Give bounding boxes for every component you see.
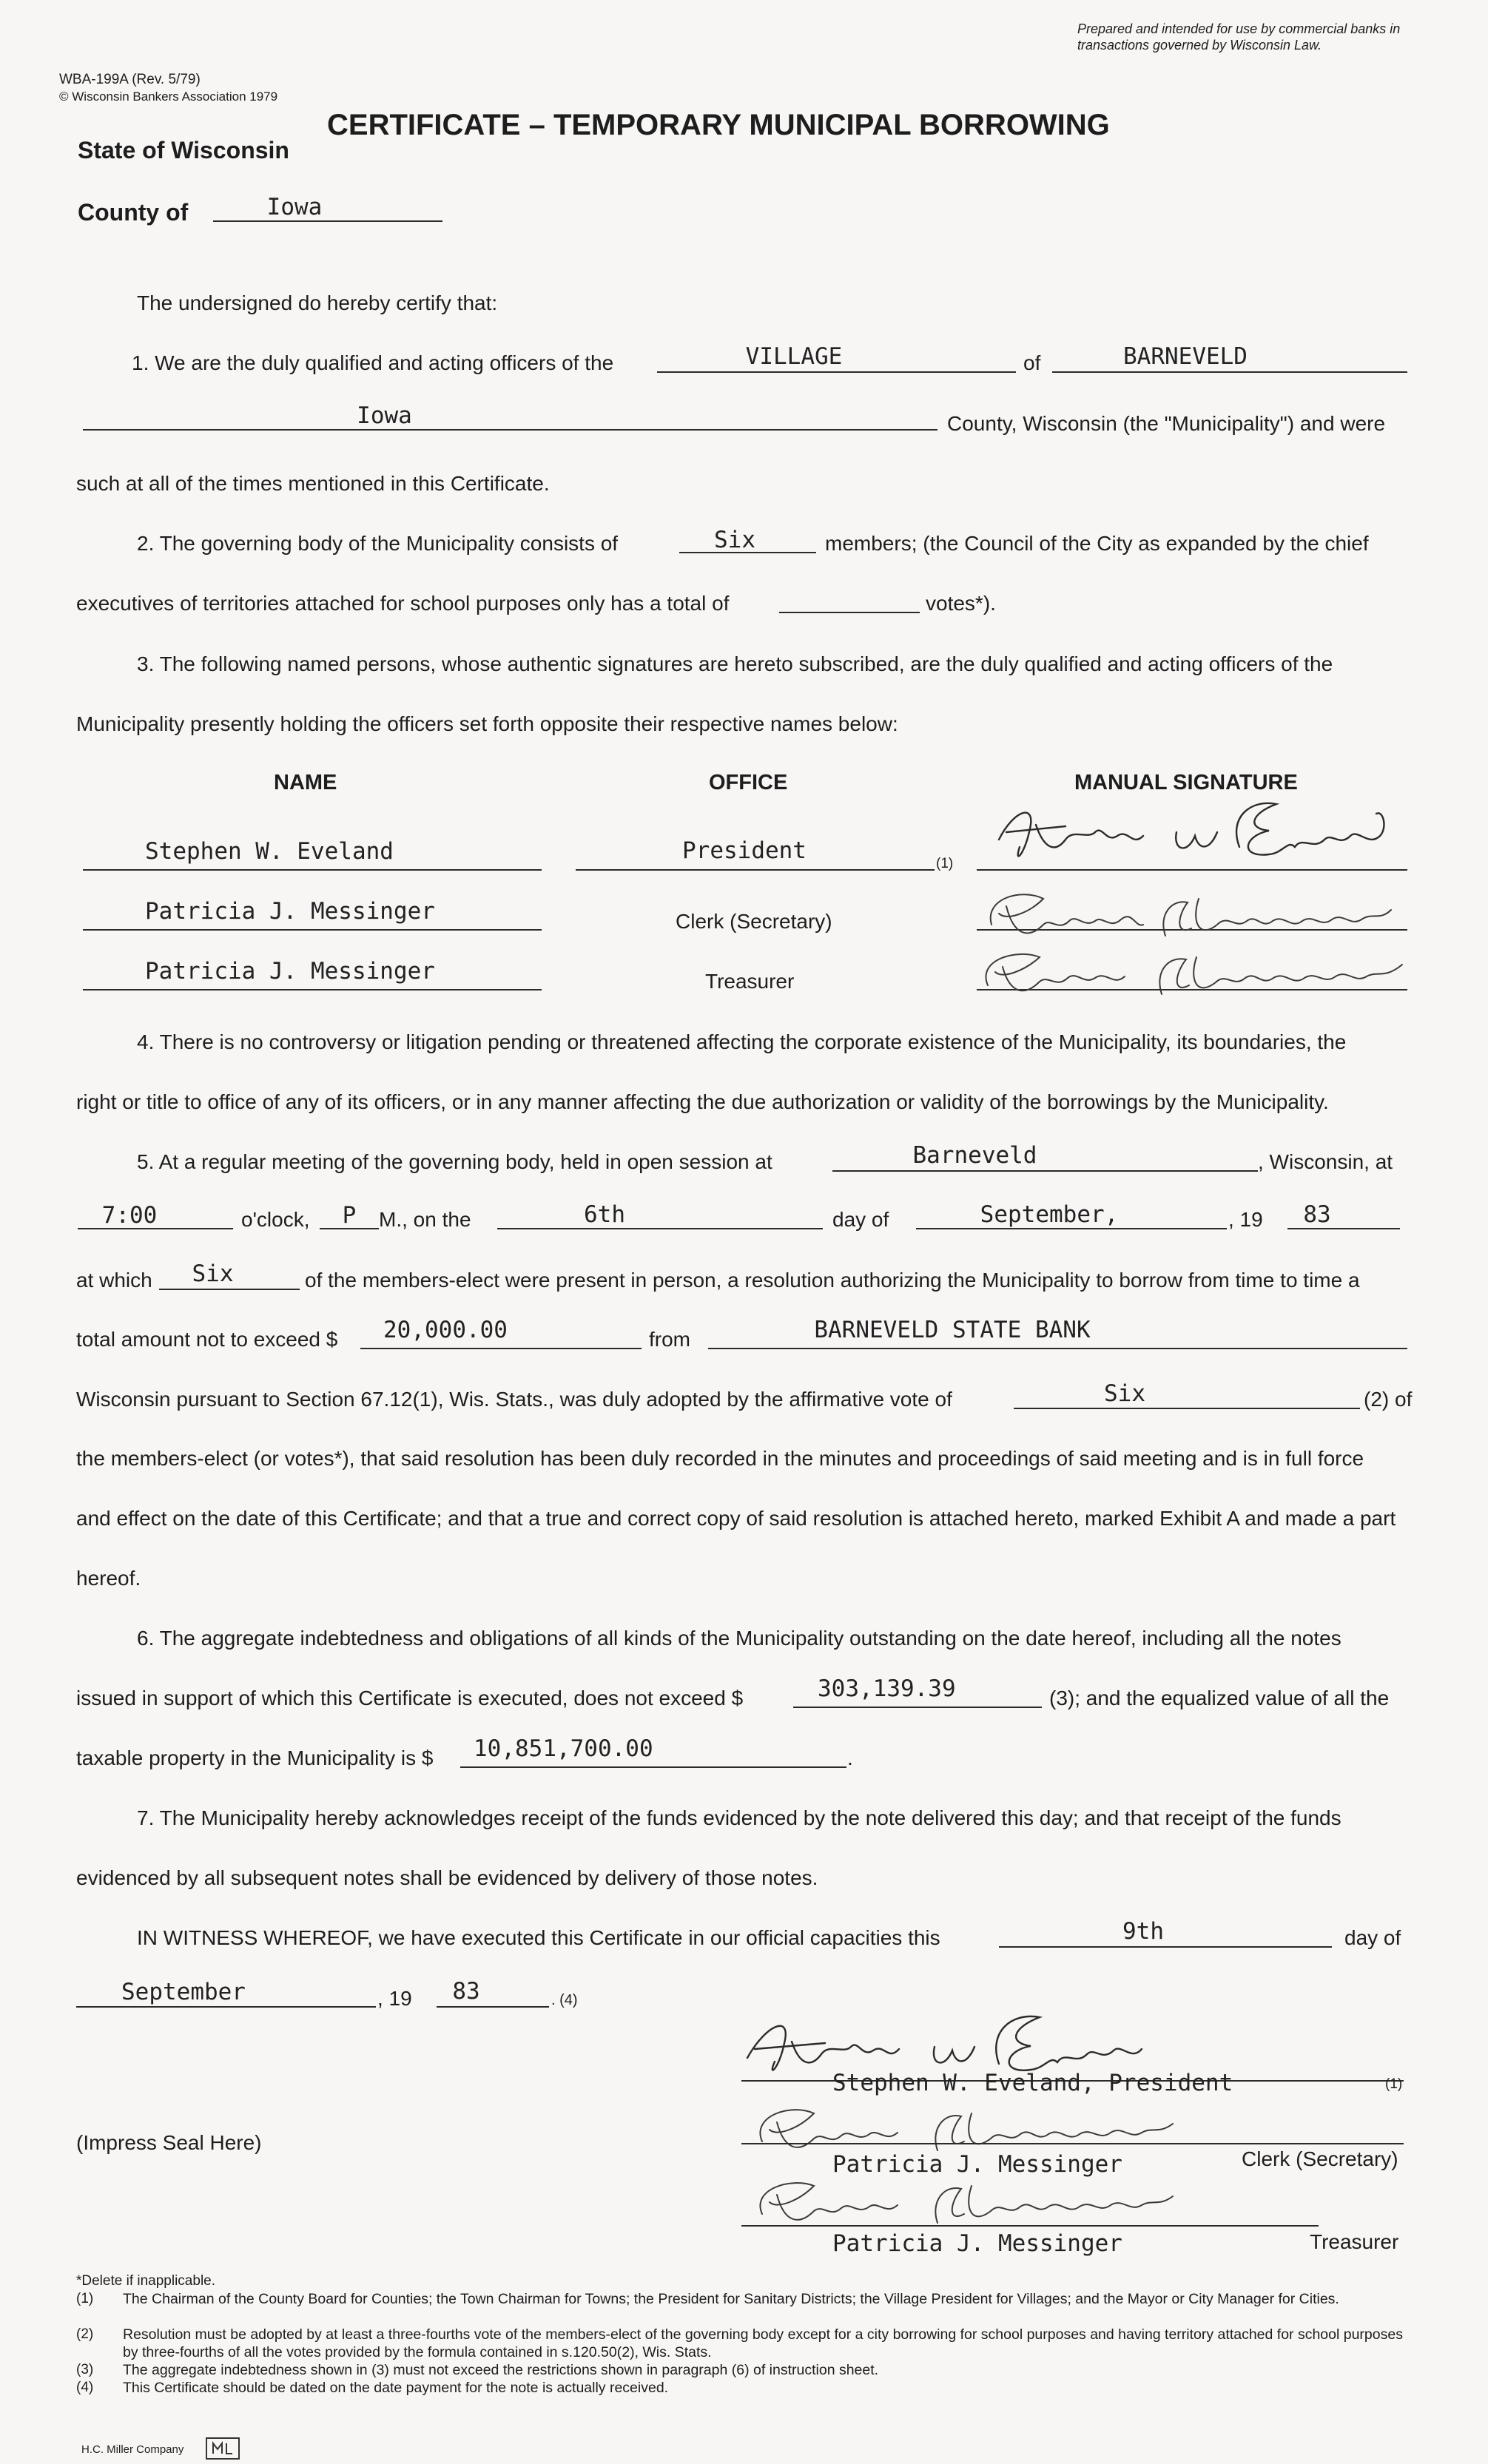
signer3-signature bbox=[744, 2171, 1188, 2238]
header-name: NAME bbox=[274, 771, 337, 794]
borrow-amount: 20,000.00 bbox=[383, 1317, 508, 1343]
municipality-county: Iowa bbox=[357, 402, 412, 429]
item5-text-a: 5. At a regular meeting of the governing body, held in open session at bbox=[137, 1150, 772, 1173]
item5-text-c: of the members-elect were present in person, a resolution authorizing the Municipality to borrow from time to time a bbox=[305, 1269, 1360, 1292]
meeting-ampm: P bbox=[342, 1202, 357, 1229]
officer3-office: Treasurer bbox=[705, 970, 795, 993]
copyright: © Wisconsin Bankers Association 1979 bbox=[59, 90, 278, 104]
item5-text-d: Wisconsin pursuant to Section 67.12(1), Wis. Stats., was duly adopted by the affirmative vote of bbox=[76, 1388, 952, 1411]
affirmative-votes: Six bbox=[1104, 1380, 1145, 1407]
county2-line bbox=[83, 429, 937, 431]
witness-day-line bbox=[999, 1946, 1332, 1948]
county-line bbox=[213, 220, 442, 222]
item1-text-b: County, Wisconsin (the "Municipality") and were bbox=[947, 412, 1386, 435]
officer1-name: Stephen W. Eveland bbox=[145, 838, 394, 865]
present-line bbox=[159, 1289, 300, 1290]
bank-name: BARNEVELD STATE BANK bbox=[814, 1317, 1091, 1343]
page-title: CERTIFICATE – TEMPORARY MUNICIPAL BORROWING bbox=[327, 109, 1110, 141]
item4-text-b: right or title to office of any of its officers, or in any manner affecting the due authorization or validity of the borrowings by the Municipality. bbox=[76, 1090, 1329, 1113]
seal-placeholder: (Impress Seal Here) bbox=[76, 2131, 262, 2154]
witness-year-line bbox=[437, 2006, 549, 2008]
equalized-line bbox=[460, 1766, 846, 1768]
signer1-role: (1) bbox=[1385, 2076, 1403, 2092]
signer3-line bbox=[741, 2225, 1319, 2227]
item7-text-b: evidenced by all subsequent notes shall be evidenced by delivery of those notes. bbox=[76, 1866, 818, 1889]
item6-period: . bbox=[847, 1746, 853, 1769]
footnote1-num: (1) bbox=[76, 2291, 94, 2306]
equalized-value: 10,851,700.00 bbox=[474, 1735, 653, 1762]
meeting-month: September, bbox=[980, 1201, 1119, 1228]
meeting-day: 6th bbox=[584, 1201, 625, 1228]
witness-day-of: day of bbox=[1344, 1926, 1401, 1949]
witness-note4: . (4) bbox=[551, 1992, 578, 2008]
oclock-text: o'clock, bbox=[241, 1208, 310, 1231]
meeting-place: Barneveld bbox=[912, 1142, 1037, 1169]
printer-logo-icon bbox=[206, 2437, 240, 2460]
amount-line bbox=[360, 1348, 642, 1349]
meeting-time: 7:00 bbox=[101, 1202, 158, 1229]
officer1-note: (1) bbox=[936, 856, 954, 871]
footnote2-num: (2) bbox=[76, 2326, 94, 2342]
printer-name: H.C. Miller Company bbox=[81, 2443, 184, 2456]
votes-adopted-line bbox=[1014, 1408, 1360, 1409]
footnote4-text: This Certificate should be dated on the date payment for the note is actually received. bbox=[123, 2380, 669, 2396]
item6-text-d: taxable property in the Municipality is $ bbox=[76, 1746, 434, 1769]
footnote3-num: (3) bbox=[76, 2362, 94, 2377]
m-on-the-text: M., on the bbox=[379, 1208, 471, 1231]
state-label: State of Wisconsin bbox=[78, 137, 289, 163]
item3-text-a: 3. The following named persons, whose authentic signatures are hereto subscribed, are the duly qualified and acting officers of the bbox=[137, 652, 1333, 675]
signature-eveland bbox=[984, 795, 1398, 877]
officer2-name: Patricia J. Messinger bbox=[145, 898, 435, 925]
signer2-line bbox=[741, 2143, 1404, 2144]
officer2-office: Clerk (Secretary) bbox=[676, 910, 832, 933]
year-line bbox=[1287, 1228, 1400, 1229]
footnote1-text: The Chairman of the County Board for Counties; the Town Chairman for Towns; the President for Sanitary Districts; the Village President for Villages; and the Mayor or City Manager for Cities. bbox=[123, 2291, 1339, 2307]
footnote2-text: Resolution must be adopted by at least a three-fourths vote of the members-elect of the governing body except for a city borrowing for school purposes and having territory attached for school purposes by three-fourths of all the votes provided by the formula contained in s.120.50(2), Wis. Stats. bbox=[123, 2326, 1403, 2360]
item3-text-b: Municipality presently holding the officers set forth opposite their respective names below: bbox=[76, 712, 898, 735]
witness-text: IN WITNESS WHEREOF, we have executed this Certificate in our official capacities this bbox=[137, 1926, 940, 1949]
day-of-text: day of bbox=[832, 1208, 889, 1231]
witness-year-prefix: , 19 bbox=[377, 1987, 412, 2010]
item6-text-c: (3); and the equalized value of all the bbox=[1049, 1687, 1390, 1709]
signer3-role: Treasurer bbox=[1310, 2230, 1399, 2253]
item2-text-a: 2. The governing body of the Municipality consists of bbox=[137, 532, 619, 555]
municipality-name: BARNEVELD bbox=[1123, 343, 1248, 370]
from-text: from bbox=[649, 1328, 690, 1351]
item5-text-e: the members-elect (or votes*), that said resolution has been duly recorded in the minutes and proceedings of said meeting and is in full force bbox=[76, 1447, 1364, 1470]
item5-text-g: hereof. bbox=[76, 1567, 141, 1590]
month-line bbox=[916, 1228, 1227, 1229]
item4-text-a: 4. There is no controversy or litigation pending or threatened affecting the corporate existence of the Municipality, its boundaries, the bbox=[137, 1030, 1347, 1053]
header-office: OFFICE bbox=[709, 771, 788, 794]
item6-text-b: issued in support of which this Certificate is executed, does not exceed $ bbox=[76, 1687, 744, 1709]
at-which-text: at which bbox=[76, 1269, 152, 1292]
year-prefix: , 19 bbox=[1228, 1208, 1263, 1231]
signer3-typed: Patricia J. Messinger bbox=[832, 2230, 1122, 2257]
item2-text-b: members; (the Council of the City as expanded by the chief bbox=[825, 532, 1369, 555]
witness-month: September bbox=[121, 1979, 246, 2005]
intro-text: The undersigned do hereby certify that: bbox=[137, 291, 498, 314]
municipality-type-line bbox=[657, 371, 1016, 373]
place-line bbox=[832, 1170, 1258, 1172]
day-line bbox=[497, 1228, 823, 1229]
bank-line bbox=[708, 1348, 1407, 1349]
signature-messinger-treasurer bbox=[966, 941, 1424, 1007]
item1-text-a: 1. We are the duly qualified and acting officers of the bbox=[132, 351, 614, 374]
members-present: Six bbox=[192, 1260, 234, 1287]
officer1-office-line bbox=[576, 869, 935, 871]
note2-of: (2) of bbox=[1364, 1388, 1413, 1411]
witness-day: 9th bbox=[1122, 1918, 1164, 1945]
county-label: County of bbox=[78, 199, 189, 226]
footnote-delete: *Delete if inapplicable. bbox=[76, 2273, 216, 2289]
signer1-typed: Stephen W. Eveland, President bbox=[832, 2070, 1233, 2096]
form-number: WBA-199A (Rev. 5/79) bbox=[59, 72, 201, 87]
signer2-role: Clerk (Secretary) bbox=[1242, 2147, 1398, 2170]
item1-of: of bbox=[1023, 351, 1041, 374]
officer3-name: Patricia J. Messinger bbox=[145, 958, 435, 985]
officer1-name-line bbox=[83, 869, 542, 871]
indebtedness-value: 303,139.39 bbox=[818, 1675, 956, 1702]
meeting-year: 83 bbox=[1303, 1201, 1331, 1228]
votes-line bbox=[779, 612, 920, 613]
item7-text-a: 7. The Municipality hereby acknowledges receipt of the funds evidenced by the note delivered this day; and that receipt of the funds bbox=[137, 1806, 1341, 1829]
witness-month-line bbox=[76, 2006, 376, 2008]
item1-text-c: such at all of the times mentioned in this Certificate. bbox=[76, 472, 550, 495]
municipality-name-line bbox=[1052, 371, 1407, 373]
footnote3-text: The aggregate indebtedness shown in (3) must not exceed the restrictions shown in paragraph (6) of instruction sheet. bbox=[123, 2362, 879, 2378]
municipality-type: VILLAGE bbox=[745, 343, 843, 370]
officer2-name-line bbox=[83, 929, 542, 931]
officer3-name-line bbox=[83, 989, 542, 990]
item2-text-d: votes*). bbox=[926, 592, 996, 615]
total-label: total amount not to exceed $ bbox=[76, 1328, 338, 1351]
prepared-note: Prepared and intended for use by commercial banks in transactions governed by Wisconsin Law. bbox=[1077, 21, 1401, 53]
signer2-typed: Patricia J. Messinger bbox=[832, 2151, 1122, 2178]
witness-year: 83 bbox=[452, 1978, 480, 2005]
footnote4-num: (4) bbox=[76, 2380, 94, 2395]
header-signature: MANUAL SIGNATURE bbox=[1074, 771, 1298, 794]
members-count: Six bbox=[714, 527, 755, 553]
officer1-office: President bbox=[682, 837, 807, 864]
item2-text-c: executives of territories attached for school purposes only has a total of bbox=[76, 592, 730, 615]
item5-text-f: and effect on the date of this Certificate; and that a true and correct copy of said resolution is attached hereto, marked Exhibit A and made a part bbox=[76, 1507, 1396, 1530]
item6-text-a: 6. The aggregate indebtedness and obligations of all kinds of the Municipality outstanding on the date hereof, including all the notes bbox=[137, 1627, 1341, 1650]
indebtedness-line bbox=[793, 1707, 1042, 1708]
item5-text-b: , Wisconsin, at bbox=[1258, 1150, 1393, 1173]
county-value: Iowa bbox=[266, 194, 323, 220]
